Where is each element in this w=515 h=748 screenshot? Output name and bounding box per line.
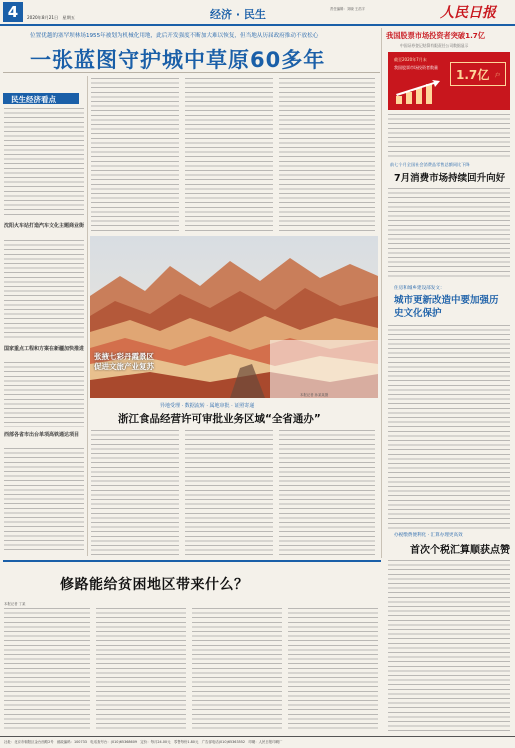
right-column-divider bbox=[381, 28, 382, 558]
right-body-1 bbox=[388, 114, 510, 158]
bottom-body-col-4 bbox=[288, 608, 378, 732]
stat-text: 我国股票市场投资者数量 bbox=[394, 65, 438, 70]
column-item-2-title: 国家重点工程和方案在新疆加快推进 bbox=[4, 346, 85, 352]
stat-box-title: 截至2020年7月末 bbox=[394, 57, 427, 62]
bottom-headline: 修路能给贫困地区带来什么？ bbox=[60, 577, 249, 593]
feature-kicker: 异地受理 · 数据流转 · 属地审批 · 证照寄递 bbox=[160, 403, 255, 409]
lead-kicker: 位置优越的塞罕坝林场1955年被划为机械化用地，此后开发强度不断加大难以恢复，但当地从历届政府推动不放松心 bbox=[30, 33, 319, 39]
bottom-body-col-3 bbox=[192, 608, 282, 732]
bottom-body-col-1 bbox=[4, 608, 90, 732]
column-divider bbox=[87, 76, 88, 556]
footer-imprint: 社址：北京市朝阳区金台西路2号 邮政编码：100733 电话查号台：(010)65368609 定价：每月24.00元 零售每份1.80元 广告部电话(010)65363552 印刷：人民日报印刷厂 bbox=[4, 740, 283, 744]
lead-body-col-1 bbox=[91, 78, 179, 233]
stat-value: 1.7亿 bbox=[456, 68, 490, 82]
bottom-divider bbox=[3, 560, 381, 562]
right-headline-3: 城市更新改造中要加强历史文化保护 bbox=[394, 295, 499, 319]
editors-line: 责任编辑：刘晓 王浩宇 bbox=[330, 7, 365, 11]
lead-body-col-2 bbox=[185, 78, 273, 233]
masthead-rule bbox=[0, 24, 515, 26]
stat-value-box bbox=[450, 62, 506, 86]
right-body-4 bbox=[388, 560, 510, 732]
bottom-body-col-2 bbox=[96, 608, 186, 732]
lead-headline: 一张蓝图守护城中草原60多年 bbox=[30, 48, 326, 72]
feature-body-col-1 bbox=[91, 430, 179, 555]
feature-body-col-3 bbox=[279, 430, 375, 555]
feature-body-col-2 bbox=[185, 430, 273, 555]
photo-caption-title: 张掖七彩丹霞景区 促进文旅产业复苏 bbox=[94, 352, 154, 371]
bottom-byline: 本报记者 丁某 bbox=[4, 602, 26, 606]
right-kicker-3: 住房和城乡建设部发文： bbox=[394, 286, 445, 291]
lead-divider bbox=[3, 72, 380, 73]
section-title: 经济 · 民生 bbox=[210, 8, 266, 21]
feature-headline: 浙江食品经营许可审批业务区域“全省通办” bbox=[118, 413, 321, 425]
stat-unit: 户 bbox=[494, 73, 500, 79]
photo-caption-panel bbox=[270, 340, 378, 398]
investor-stat-infographic bbox=[388, 52, 510, 110]
rising-arrow-icon bbox=[394, 80, 446, 106]
right-banner-sub: 中国证券登记结算有限责任公司数据显示 bbox=[400, 43, 469, 48]
issue-date: 2020年8月21日 星期五 bbox=[27, 15, 75, 20]
right-body-3 bbox=[388, 325, 510, 530]
right-kicker-2: 前七个月全国社会消费品零售总额同比下降 bbox=[390, 162, 470, 167]
column-body-3 bbox=[4, 362, 84, 427]
lead-body-col-3 bbox=[279, 78, 375, 233]
right-headline-2: 7月消费市场持续回升向好 bbox=[394, 173, 506, 184]
photo-credit: 本报记者 孙某某摄 bbox=[300, 393, 329, 397]
footer-rule bbox=[0, 736, 515, 737]
right-body-2 bbox=[388, 188, 510, 280]
column-item-3-title: 西部各省市出台单项高铁通达项目 bbox=[4, 432, 80, 438]
column-title: 民生经济看点 bbox=[11, 95, 56, 104]
column-header bbox=[3, 93, 79, 104]
column-body-2 bbox=[4, 240, 84, 340]
column-body-1 bbox=[4, 108, 84, 216]
column-item-1-title: 沈阳火车站打造汽车文化主题商业街 bbox=[4, 223, 85, 229]
column-body-4 bbox=[4, 448, 84, 553]
page-number: 4 bbox=[3, 2, 23, 22]
right-banner: 我国股票市场投资者突破1.7亿 bbox=[386, 31, 485, 40]
right-headline-4: 首次个税汇算顺获点赞 bbox=[410, 545, 510, 556]
right-kicker-4: 办税缴费便利化 · 汇算办理更高效 bbox=[394, 533, 463, 538]
paper-name: 人民日报 bbox=[440, 5, 496, 21]
